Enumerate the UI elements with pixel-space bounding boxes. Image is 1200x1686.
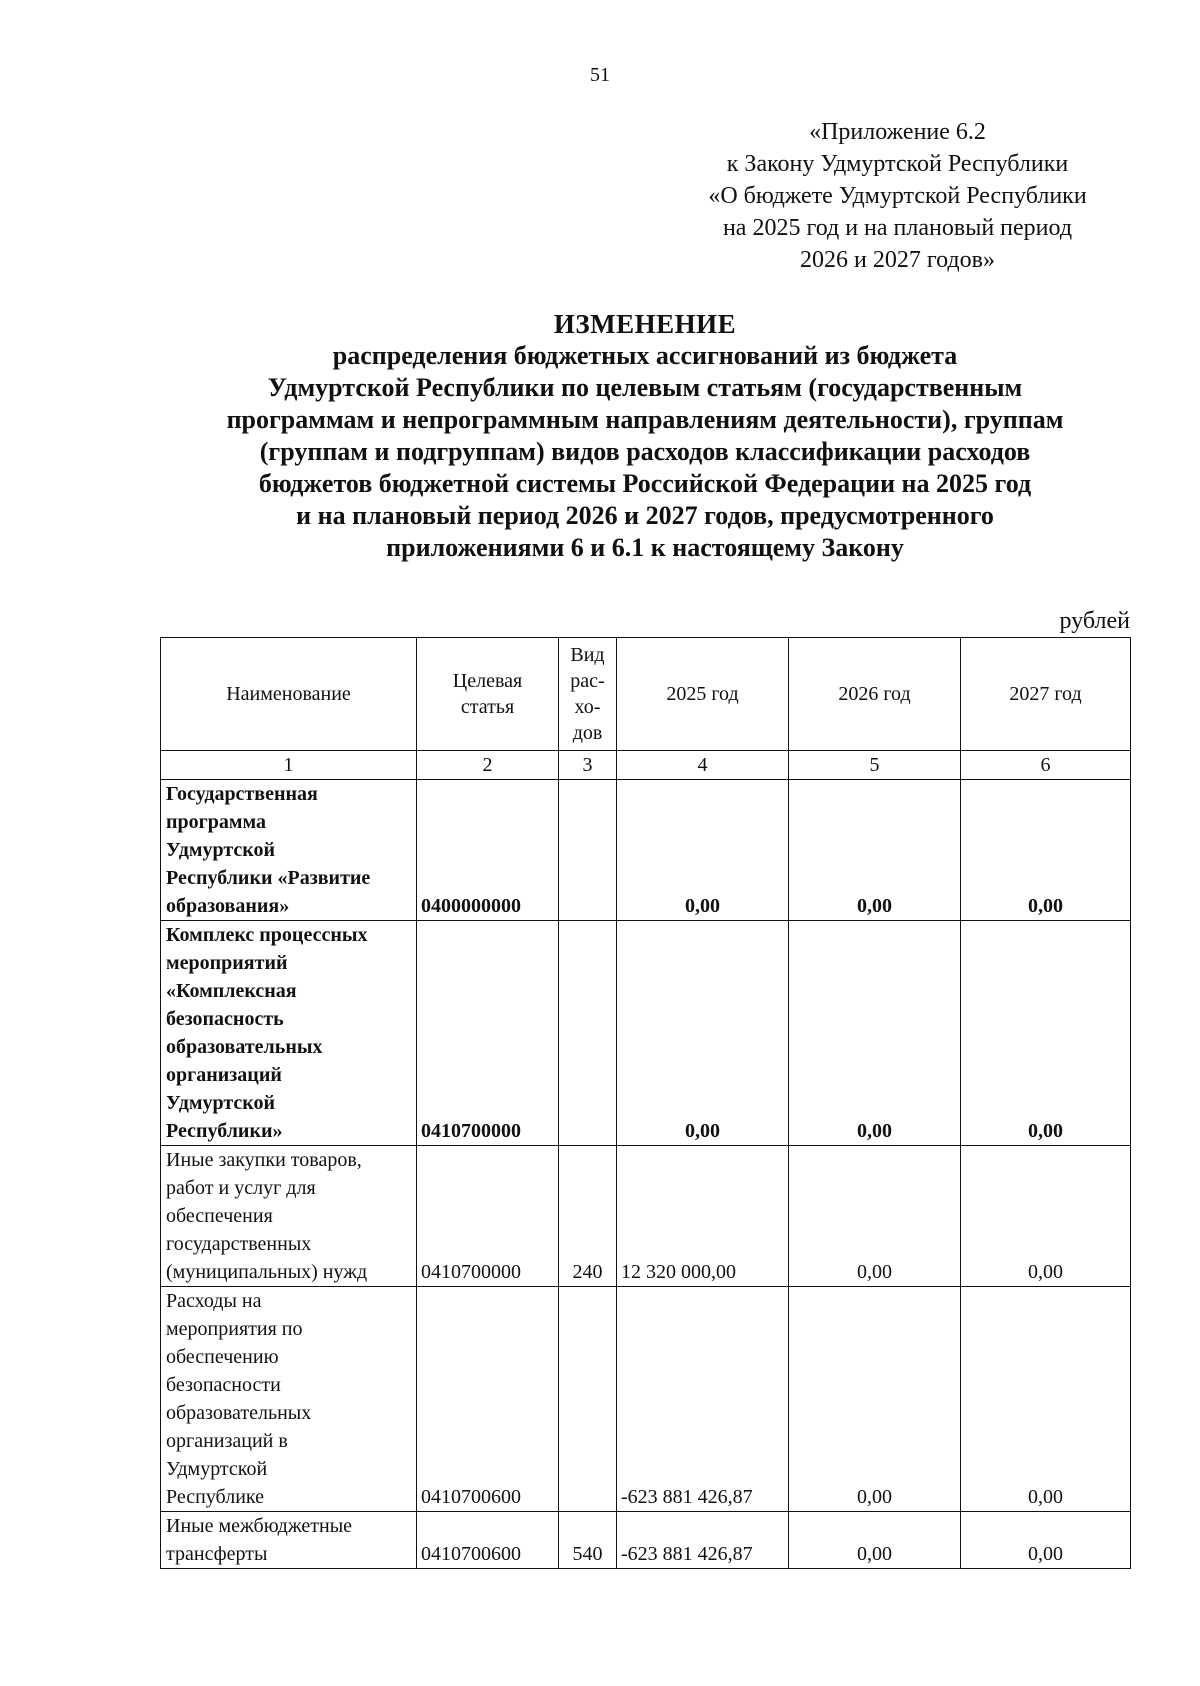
row-amount-2027: 0,00	[961, 1512, 1131, 1569]
row-name-line: образовательных	[166, 1036, 323, 1058]
row-target-article: 0410700000	[417, 1146, 559, 1287]
row-name-line: Иные закупки товаров,	[166, 1149, 362, 1171]
row-name-line: образования»	[166, 895, 290, 917]
row-name-line: Иные межбюджетные	[166, 1515, 353, 1537]
row-name-line: Удмуртской	[166, 839, 276, 861]
row-name	[161, 1146, 417, 1287]
column-number: 5	[789, 751, 961, 780]
column-number: 6	[961, 751, 1131, 780]
appendix-reference	[655, 116, 1140, 276]
column-number: 2	[417, 751, 559, 780]
row-amount-2026: 0,00	[789, 780, 961, 921]
row-expense-type	[559, 921, 617, 1146]
row-name	[161, 1287, 417, 1512]
row-amount-2025: 0,00	[617, 780, 789, 921]
row-name-line: организаций	[166, 1064, 282, 1086]
appendix-line-2: к Закону Удмуртской Республики	[726, 151, 1069, 177]
header-name: Наименование	[161, 638, 417, 751]
page-number: 51	[590, 64, 610, 86]
row-amount-2025: 0,00	[617, 921, 789, 1146]
row-name-line: Удмуртской	[166, 1092, 276, 1114]
header-type-line-3: хо-	[574, 696, 601, 718]
row-name-line: Государственная	[166, 783, 318, 805]
row-name-line: Комплекс процессных	[166, 924, 368, 946]
row-name-line: Расходы на	[166, 1290, 262, 1312]
header-target-line-2: статья	[460, 696, 515, 718]
row-target-article: 0410700000	[417, 921, 559, 1146]
column-number: 1	[161, 751, 417, 780]
row-name-line: безопасность	[166, 1008, 284, 1030]
row-amount-2026: 0,00	[789, 1287, 961, 1512]
table-row	[161, 1287, 1131, 1512]
row-amount-2026: 0,00	[789, 1146, 961, 1287]
table-row	[161, 780, 1131, 921]
appendix-line-5: 2026 и 2027 годов»	[800, 247, 995, 273]
row-name-line: организаций в	[166, 1430, 288, 1452]
header-2027: 2027 год	[961, 638, 1131, 751]
header-target-article	[417, 638, 559, 751]
title-line-5: бюджетов бюджетной системы Российской Федерации на 2025 год	[258, 469, 1032, 498]
row-amount-2025: -623 881 426,87	[617, 1287, 789, 1512]
title-line-2: Удмуртской Республики по целевым статьям (государственным	[267, 373, 1023, 402]
appendix-line-1: «Приложение 6.2	[809, 119, 986, 145]
document-title	[150, 308, 1140, 564]
appendix-line-4: на 2025 год и на плановый период	[722, 215, 1073, 241]
row-name-line: (муниципальных) нужд	[166, 1261, 368, 1283]
title-line-1: распределения бюджетных ассигнований из бюджета	[332, 341, 958, 370]
header-type-line-4: дов	[572, 722, 603, 744]
row-name-line: Республике	[166, 1486, 265, 1508]
row-name	[161, 1512, 417, 1569]
title-heading: ИЗМЕНЕНИЕ	[553, 309, 737, 339]
row-name-line: безопасности	[166, 1374, 281, 1396]
row-name-line: работ и услуг для	[166, 1177, 316, 1199]
row-amount-2027: 0,00	[961, 1146, 1131, 1287]
row-amount-2027: 0,00	[961, 921, 1131, 1146]
header-expense-type	[559, 638, 617, 751]
row-amount-2027: 0,00	[961, 1287, 1131, 1512]
column-number: 3	[559, 751, 617, 780]
table-row	[161, 1512, 1131, 1569]
row-amount-2026: 0,00	[789, 921, 961, 1146]
row-name-line: Республики «Развитие	[166, 867, 371, 889]
row-target-article: 0400000000	[417, 780, 559, 921]
row-expense-type: 240	[559, 1146, 617, 1287]
row-name-line: мероприятий	[166, 952, 288, 974]
units-label: рублей	[1059, 608, 1130, 634]
title-line-3: программам и непрограммным направлениям деятельности), группам	[226, 405, 1064, 434]
row-name-line: образовательных	[166, 1402, 312, 1424]
header-2026: 2026 год	[789, 638, 961, 751]
row-name-line: обеспечения	[166, 1205, 273, 1227]
budget-table	[160, 637, 1131, 1569]
row-amount-2027: 0,00	[961, 780, 1131, 921]
title-line-4: (группам и подгруппам) видов расходов классификации расходов	[259, 437, 1031, 466]
row-name-line: «Комплексная	[166, 980, 297, 1002]
row-name-line: обеспечению	[166, 1346, 279, 1368]
row-name-line: государственных	[166, 1233, 312, 1255]
row-amount-2025: -623 881 426,87	[617, 1512, 789, 1569]
title-line-6: и на плановый период 2026 и 2027 годов, предусмотренного	[296, 501, 994, 530]
column-number-row	[161, 751, 1131, 780]
appendix-line-3: «О бюджете Удмуртской Республики	[708, 183, 1087, 209]
column-number: 4	[617, 751, 789, 780]
row-name	[161, 780, 417, 921]
row-name-line: Удмуртской	[166, 1458, 268, 1480]
header-type-line-2: рас-	[570, 670, 605, 692]
row-name-line: трансферты	[166, 1543, 268, 1565]
row-name-line: Республики»	[166, 1120, 283, 1142]
row-expense-type	[559, 780, 617, 921]
title-line-7: приложениями 6 и 6.1 к настоящему Закону	[386, 533, 904, 562]
table-header-row	[161, 638, 1131, 751]
row-name-line: мероприятия по	[166, 1318, 303, 1340]
header-type-line-1: Вид	[570, 644, 605, 666]
header-2025: 2025 год	[617, 638, 789, 751]
table-row	[161, 921, 1131, 1146]
row-name-line: программа	[166, 811, 266, 833]
row-target-article: 0410700600	[417, 1512, 559, 1569]
table-row	[161, 1146, 1131, 1287]
row-target-article: 0410700600	[417, 1287, 559, 1512]
row-amount-2026: 0,00	[789, 1512, 961, 1569]
row-expense-type	[559, 1287, 617, 1512]
header-target-line-1: Целевая	[452, 670, 523, 692]
row-expense-type: 540	[559, 1512, 617, 1569]
row-name	[161, 921, 417, 1146]
row-amount-2025: 12 320 000,00	[617, 1146, 789, 1287]
